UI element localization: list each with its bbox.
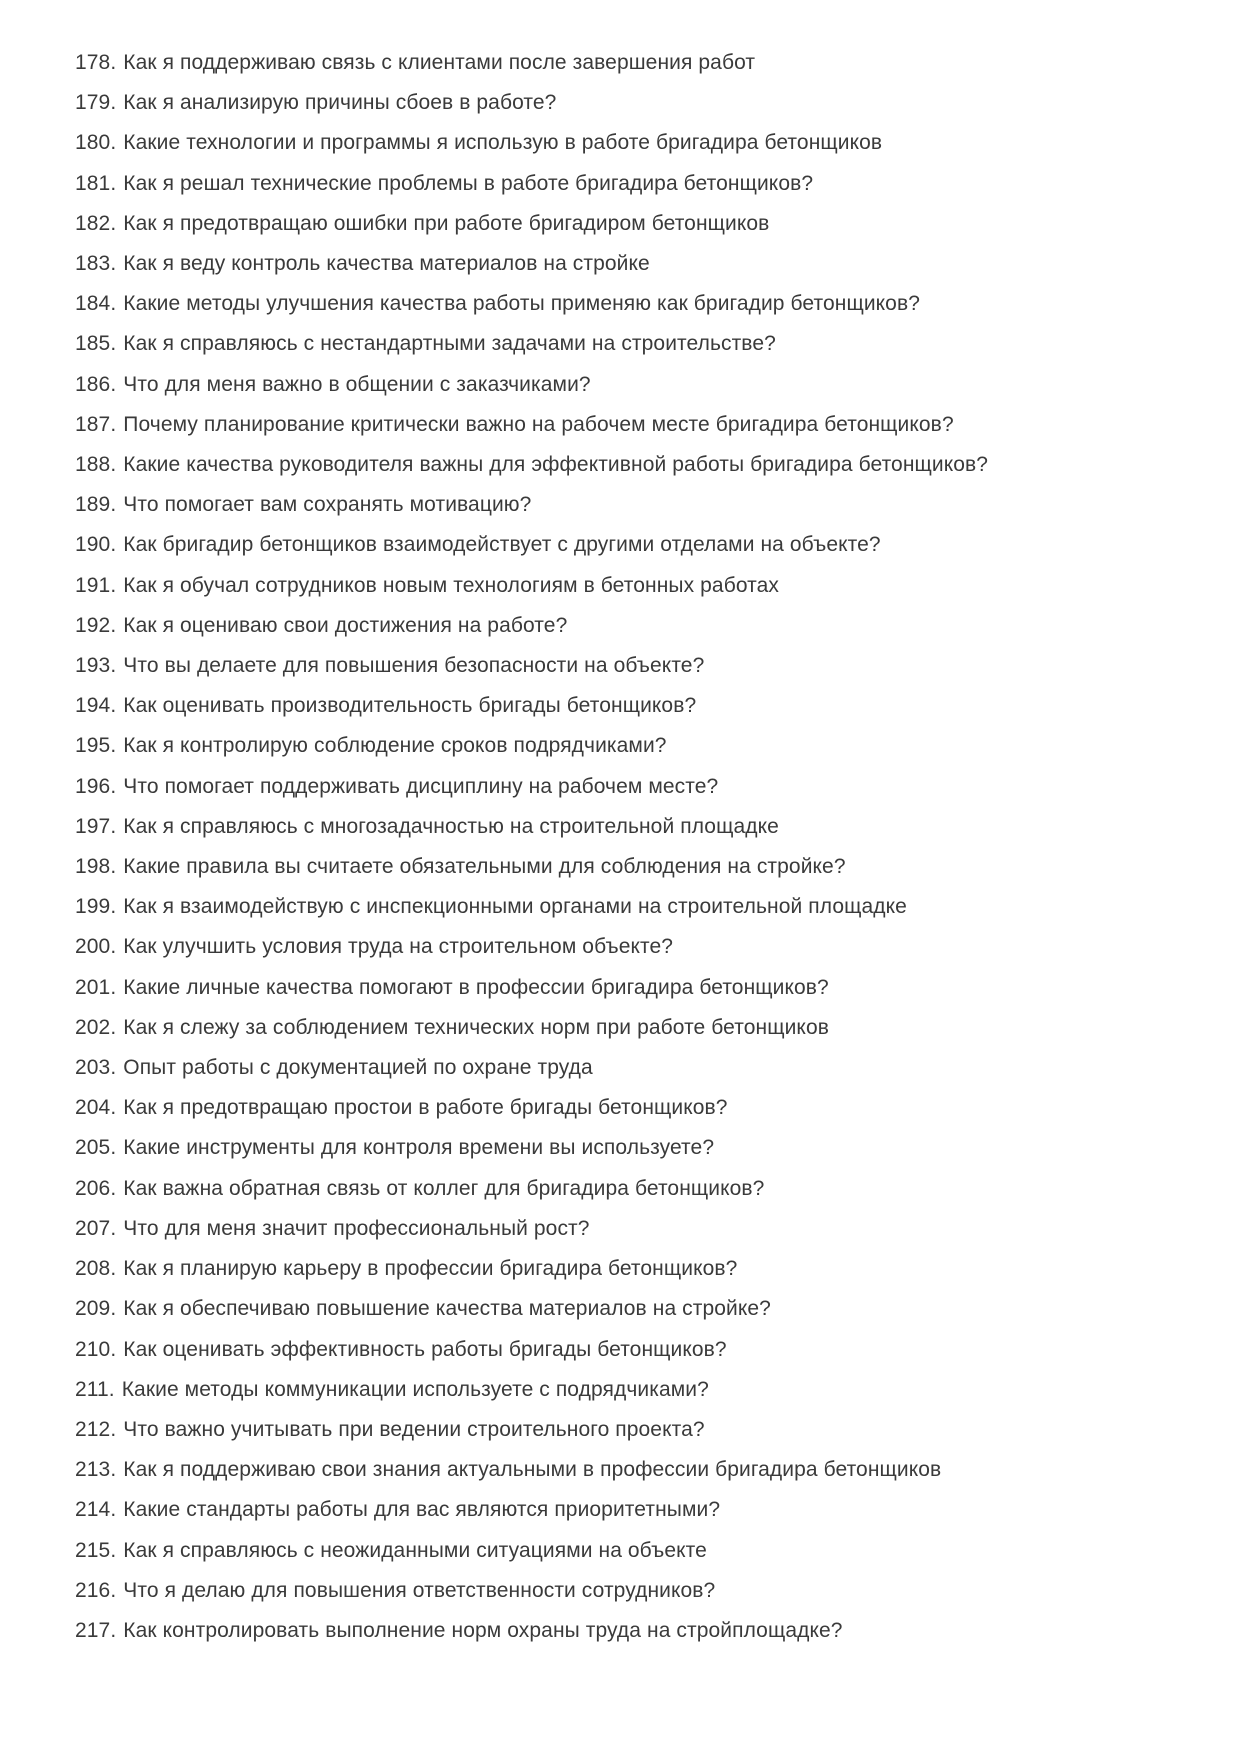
list-item-text: Какие методы улучшения качества работы применяю как бригадир бетонщиков? <box>123 292 921 316</box>
list-item <box>75 1450 1199 1490</box>
list-item <box>75 807 1199 847</box>
list-item-text: Что для меня важно в общении с заказчиками? <box>123 372 591 396</box>
list-item-number: 196. <box>75 774 117 798</box>
list-item <box>75 847 1199 887</box>
list-item <box>75 1330 1199 1370</box>
list-item <box>75 445 1199 485</box>
list-item-text: Как я веду контроль качества материалов на стройке <box>123 252 650 276</box>
list-item <box>75 1128 1199 1168</box>
list-item-text: Как я решал технические проблемы в работе бригадира бетонщиков? <box>123 171 814 195</box>
list-item <box>75 83 1199 123</box>
list-item-text: Какие личные качества помогают в профессии бригадира бетонщиков? <box>123 975 829 999</box>
list-item-number: 192. <box>75 613 117 637</box>
list-item <box>75 164 1199 204</box>
list-item <box>75 726 1199 766</box>
list-item-text: Что важно учитывать при ведении строительного проекта? <box>123 1417 705 1441</box>
list-item-number: 182. <box>75 211 117 235</box>
list-item-number: 193. <box>75 654 117 678</box>
list-item-number: 207. <box>75 1216 117 1240</box>
list-item-number: 185. <box>75 332 117 356</box>
list-item-text: Как я взаимодействую с инспекционными органами на строительной площадке <box>123 895 907 919</box>
list-item-number: 191. <box>75 573 117 597</box>
list-item <box>75 1249 1199 1289</box>
list-item <box>75 525 1199 565</box>
list-item <box>75 365 1199 405</box>
list-item-text: Как я поддерживаю связь с клиентами после завершения работ <box>123 51 756 74</box>
list-item-text: Как я предотвращаю простои в работе бригады бетонщиков? <box>123 1096 728 1120</box>
list-item-number: 214. <box>75 1498 117 1522</box>
list-item-text: Какие инструменты для контроля времени вы используете? <box>123 1136 715 1160</box>
list-item-text: Какие стандарты работы для вас являются приоритетными? <box>123 1498 721 1522</box>
list-item-text: Какие качества руководителя важны для эффективной работы бригадира бетонщиков? <box>123 453 989 477</box>
list-item <box>75 927 1199 967</box>
list-item <box>75 606 1199 646</box>
list-item <box>75 405 1199 445</box>
list-item-number: 187. <box>75 412 117 436</box>
list-item-text: Как я поддерживаю свои знания актуальными в профессии бригадира бетонщиков <box>123 1458 942 1482</box>
list-item <box>75 1410 1199 1450</box>
list-item <box>75 244 1199 284</box>
list-item <box>75 767 1199 807</box>
list-item-text: Опыт работы с документацией по охране труда <box>123 1056 593 1080</box>
list-item-text: Как я слежу за соблюдением технических норм при работе бетонщиков <box>123 1015 829 1039</box>
list-item <box>75 123 1199 163</box>
list-item-number: 212. <box>75 1417 117 1441</box>
list-item-text: Что я делаю для повышения ответственности сотрудников? <box>123 1578 716 1602</box>
list-item-number: 204. <box>75 1096 117 1120</box>
list-item-text: Как бригадир бетонщиков взаимодействует с другими отделами на объекте? <box>123 533 881 557</box>
list-item-number: 215. <box>75 1538 117 1562</box>
list-item-number: 199. <box>75 895 117 919</box>
list-item-number: 198. <box>75 855 117 879</box>
list-item-number: 183. <box>75 252 117 276</box>
list-item-text: Как я планирую карьеру в профессии бригадира бетонщиков? <box>123 1257 738 1281</box>
list-item-text: Как контролировать выполнение норм охраны труда на стройплощадке? <box>123 1618 843 1642</box>
list-item-number: 210. <box>75 1337 117 1361</box>
list-item-number: 197. <box>75 814 117 838</box>
list-item <box>75 284 1199 324</box>
list-item-text: Как я справляюсь с нестандартными задачами на строительстве? <box>123 332 776 356</box>
question-list <box>75 43 1199 1651</box>
list-item-text: Какие технологии и программы я использую в работе бригадира бетонщиков <box>123 131 883 155</box>
list-item-number: 180. <box>75 131 117 155</box>
list-item-text: Как важна обратная связь от коллег для бригадира бетонщиков? <box>123 1176 765 1200</box>
list-item-number: 184. <box>75 292 117 316</box>
list-item <box>75 686 1199 726</box>
list-item-text: Как я контролирую соблюдение сроков подрядчиками? <box>123 734 667 758</box>
list-item-number: 179. <box>75 91 117 115</box>
list-item-text: Что помогает вам сохранять мотивацию? <box>123 493 532 517</box>
list-item <box>75 1490 1199 1530</box>
list-item-text: Как оценивать производительность бригады бетонщиков? <box>123 694 697 718</box>
list-item-number: 190. <box>75 533 117 557</box>
list-item <box>75 1289 1199 1329</box>
list-item-number: 211. <box>75 1377 115 1401</box>
list-item-number: 206. <box>75 1176 117 1200</box>
list-item-number: 194. <box>75 694 117 718</box>
list-item-number: 202. <box>75 1015 117 1039</box>
list-item-text: Что помогает поддерживать дисциплину на рабочем месте? <box>123 774 719 798</box>
list-item <box>75 968 1199 1008</box>
list-item-text: Что вы делаете для повышения безопасности на объекте? <box>123 654 705 678</box>
list-item-number: 181. <box>75 171 117 195</box>
list-item-number: 205. <box>75 1136 117 1160</box>
list-item-number: 178. <box>75 51 117 74</box>
list-item <box>75 1088 1199 1128</box>
list-item-text: Как я обеспечиваю повышение качества материалов на стройке? <box>123 1297 771 1321</box>
list-item <box>75 1048 1199 1088</box>
list-item-text: Как я предотвращаю ошибки при работе бригадиром бетонщиков <box>123 211 770 235</box>
list-item-text: Какие правила вы считаете обязательными для соблюдения на стройке? <box>123 855 846 879</box>
list-item-number: 203. <box>75 1056 117 1080</box>
list-item-text: Что для меня значит профессиональный рост? <box>123 1216 590 1240</box>
list-item <box>75 324 1199 364</box>
list-item-text: Какие методы коммуникации используете с подрядчиками? <box>121 1377 709 1401</box>
list-item-text: Как я справляюсь с многозадачностью на строительной площадке <box>123 814 779 838</box>
list-item-number: 188. <box>75 453 117 477</box>
list-item <box>75 485 1199 525</box>
list-item-number: 195. <box>75 734 117 758</box>
list-item-number: 208. <box>75 1257 117 1281</box>
list-item-number: 200. <box>75 935 117 959</box>
list-item-number: 201. <box>75 975 117 999</box>
list-item <box>75 1008 1199 1048</box>
list-item <box>75 204 1199 244</box>
list-item-number: 217. <box>75 1618 117 1642</box>
list-item <box>75 1169 1199 1209</box>
list-item <box>75 887 1199 927</box>
list-item-text: Как я анализирую причины сбоев в работе? <box>123 91 557 115</box>
list-item <box>75 566 1199 606</box>
list-item-number: 189. <box>75 493 117 517</box>
list-item <box>75 1611 1199 1651</box>
list-item-number: 213. <box>75 1458 117 1482</box>
list-item-text: Как я оцениваю свои достижения на работе? <box>123 613 568 637</box>
list-item-text: Как я справляюсь с неожиданными ситуациями на объекте <box>123 1538 707 1562</box>
list-item <box>75 1531 1199 1571</box>
list-item-text: Как улучшить условия труда на строительном объекте? <box>123 935 674 959</box>
list-item-number: 216. <box>75 1578 117 1602</box>
list-item <box>75 646 1199 686</box>
list-item-text: Как оценивать эффективность работы бригады бетонщиков? <box>123 1337 727 1361</box>
list-item-number: 186. <box>75 372 117 396</box>
list-item <box>75 1209 1199 1249</box>
list-item <box>75 1370 1199 1410</box>
list-item-number: 209. <box>75 1297 117 1321</box>
list-item-text: Почему планирование критически важно на рабочем месте бригадира бетонщиков? <box>123 412 954 436</box>
list-item-text: Как я обучал сотрудников новым технологиям в бетонных работах <box>123 573 779 597</box>
list-item <box>75 43 1199 83</box>
list-item <box>75 1571 1199 1611</box>
